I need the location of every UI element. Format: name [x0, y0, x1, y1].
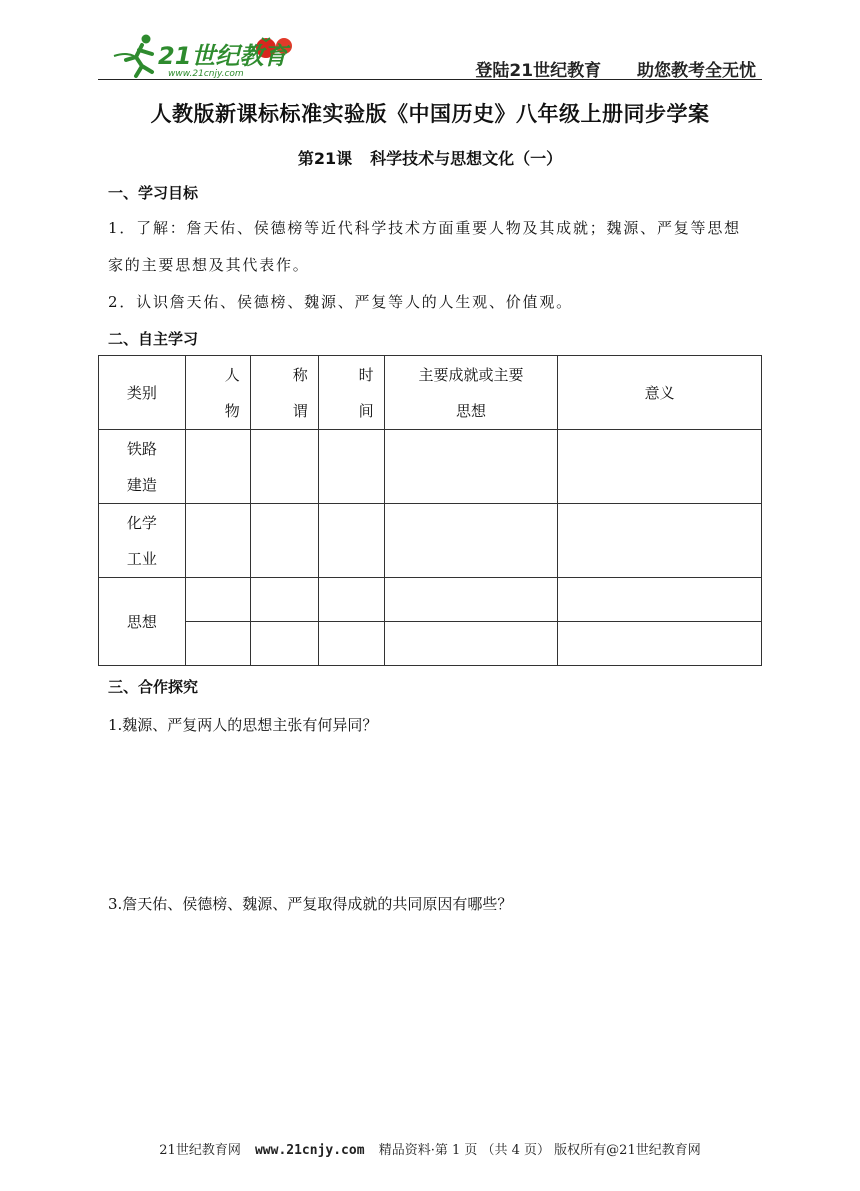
slogan-right: 助您教考全无忧	[637, 61, 756, 81]
section-heading-goals: 一、学习目标	[108, 184, 199, 202]
footer-copyright: 版权所有@21世纪教育网	[554, 1143, 701, 1158]
answer-cell[interactable]	[558, 430, 762, 504]
table-header-row	[99, 356, 762, 430]
header-person: 人 物	[185, 356, 250, 430]
answer-cell[interactable]	[250, 504, 318, 578]
answer-cell[interactable]	[185, 430, 250, 504]
lesson-name: 科学技术与思想文化（一）	[370, 149, 563, 168]
answer-cell[interactable]	[558, 578, 762, 622]
footer-page-info: 精品资料·第 1 页 （共 4 页）	[378, 1143, 551, 1158]
logo-text: 21世纪教育	[158, 42, 288, 70]
row-label-railway: 铁路 建造	[99, 430, 186, 504]
answer-cell[interactable]	[558, 504, 762, 578]
answer-cell[interactable]	[318, 622, 384, 666]
section-heading-self-study: 二、自主学习	[108, 330, 199, 348]
question-3: 3.詹天佑、侯德榜、魏源、严复取得成就的共同原因有哪些？	[108, 895, 513, 913]
answer-cell[interactable]	[185, 578, 250, 622]
page-footer	[0, 1139, 860, 1158]
goal-item-2: 2．认识詹天佑、侯德榜、魏源、严复等人的人生观、价值观。	[108, 293, 573, 311]
header-divider	[98, 79, 762, 80]
header-slogans	[445, 56, 756, 81]
header-category: 类别	[99, 356, 186, 430]
lesson-title	[0, 146, 860, 169]
answer-cell[interactable]	[384, 578, 558, 622]
logo-url: www.21cnjy.com	[168, 69, 244, 79]
header-time: 时 间	[318, 356, 384, 430]
question-1: 1.魏源、严复两人的思想主张有何异同？	[108, 716, 378, 734]
page-header	[98, 30, 762, 82]
answer-cell[interactable]	[558, 622, 762, 666]
table-row	[99, 504, 762, 578]
footer-site-link[interactable]: www.21cnjy.com	[254, 1143, 365, 1158]
header-title: 称 谓	[250, 356, 318, 430]
answer-cell[interactable]	[384, 430, 558, 504]
self-study-table	[98, 355, 762, 666]
footer-left: 21世纪教育网	[159, 1143, 241, 1158]
answer-cell[interactable]	[185, 504, 250, 578]
section-heading-explore: 三、合作探究	[108, 678, 199, 696]
goal-item-1: 1．了解：詹天佑、侯德榜等近代科学技术方面重要人物及其成就；魏源、严复等思想家的主要思想及其代表作。	[108, 219, 741, 274]
answer-cell[interactable]	[318, 430, 384, 504]
answer-cell[interactable]	[384, 504, 558, 578]
answer-cell[interactable]	[318, 578, 384, 622]
table-row	[99, 430, 762, 504]
answer-cell[interactable]	[250, 578, 318, 622]
logo-21cnjy	[106, 30, 306, 80]
answer-cell[interactable]	[250, 622, 318, 666]
answer-cell[interactable]	[318, 504, 384, 578]
answer-cell[interactable]	[384, 622, 558, 666]
lesson-number: 第21课	[297, 149, 353, 168]
row-label-thought: 思想	[99, 578, 186, 666]
answer-cell[interactable]	[250, 430, 318, 504]
header-achievement: 主要成就或主要 思想	[384, 356, 558, 430]
header-significance: 意义	[558, 356, 762, 430]
answer-cell[interactable]	[185, 622, 250, 666]
table-row	[99, 578, 762, 622]
table-row	[99, 622, 762, 666]
row-label-chemical: 化学 工业	[99, 504, 186, 578]
document-title: 人教版新课标标准实验版《中国历史》八年级上册同步学案	[150, 102, 710, 126]
slogan-left: 登陆21世纪教育	[475, 61, 602, 81]
